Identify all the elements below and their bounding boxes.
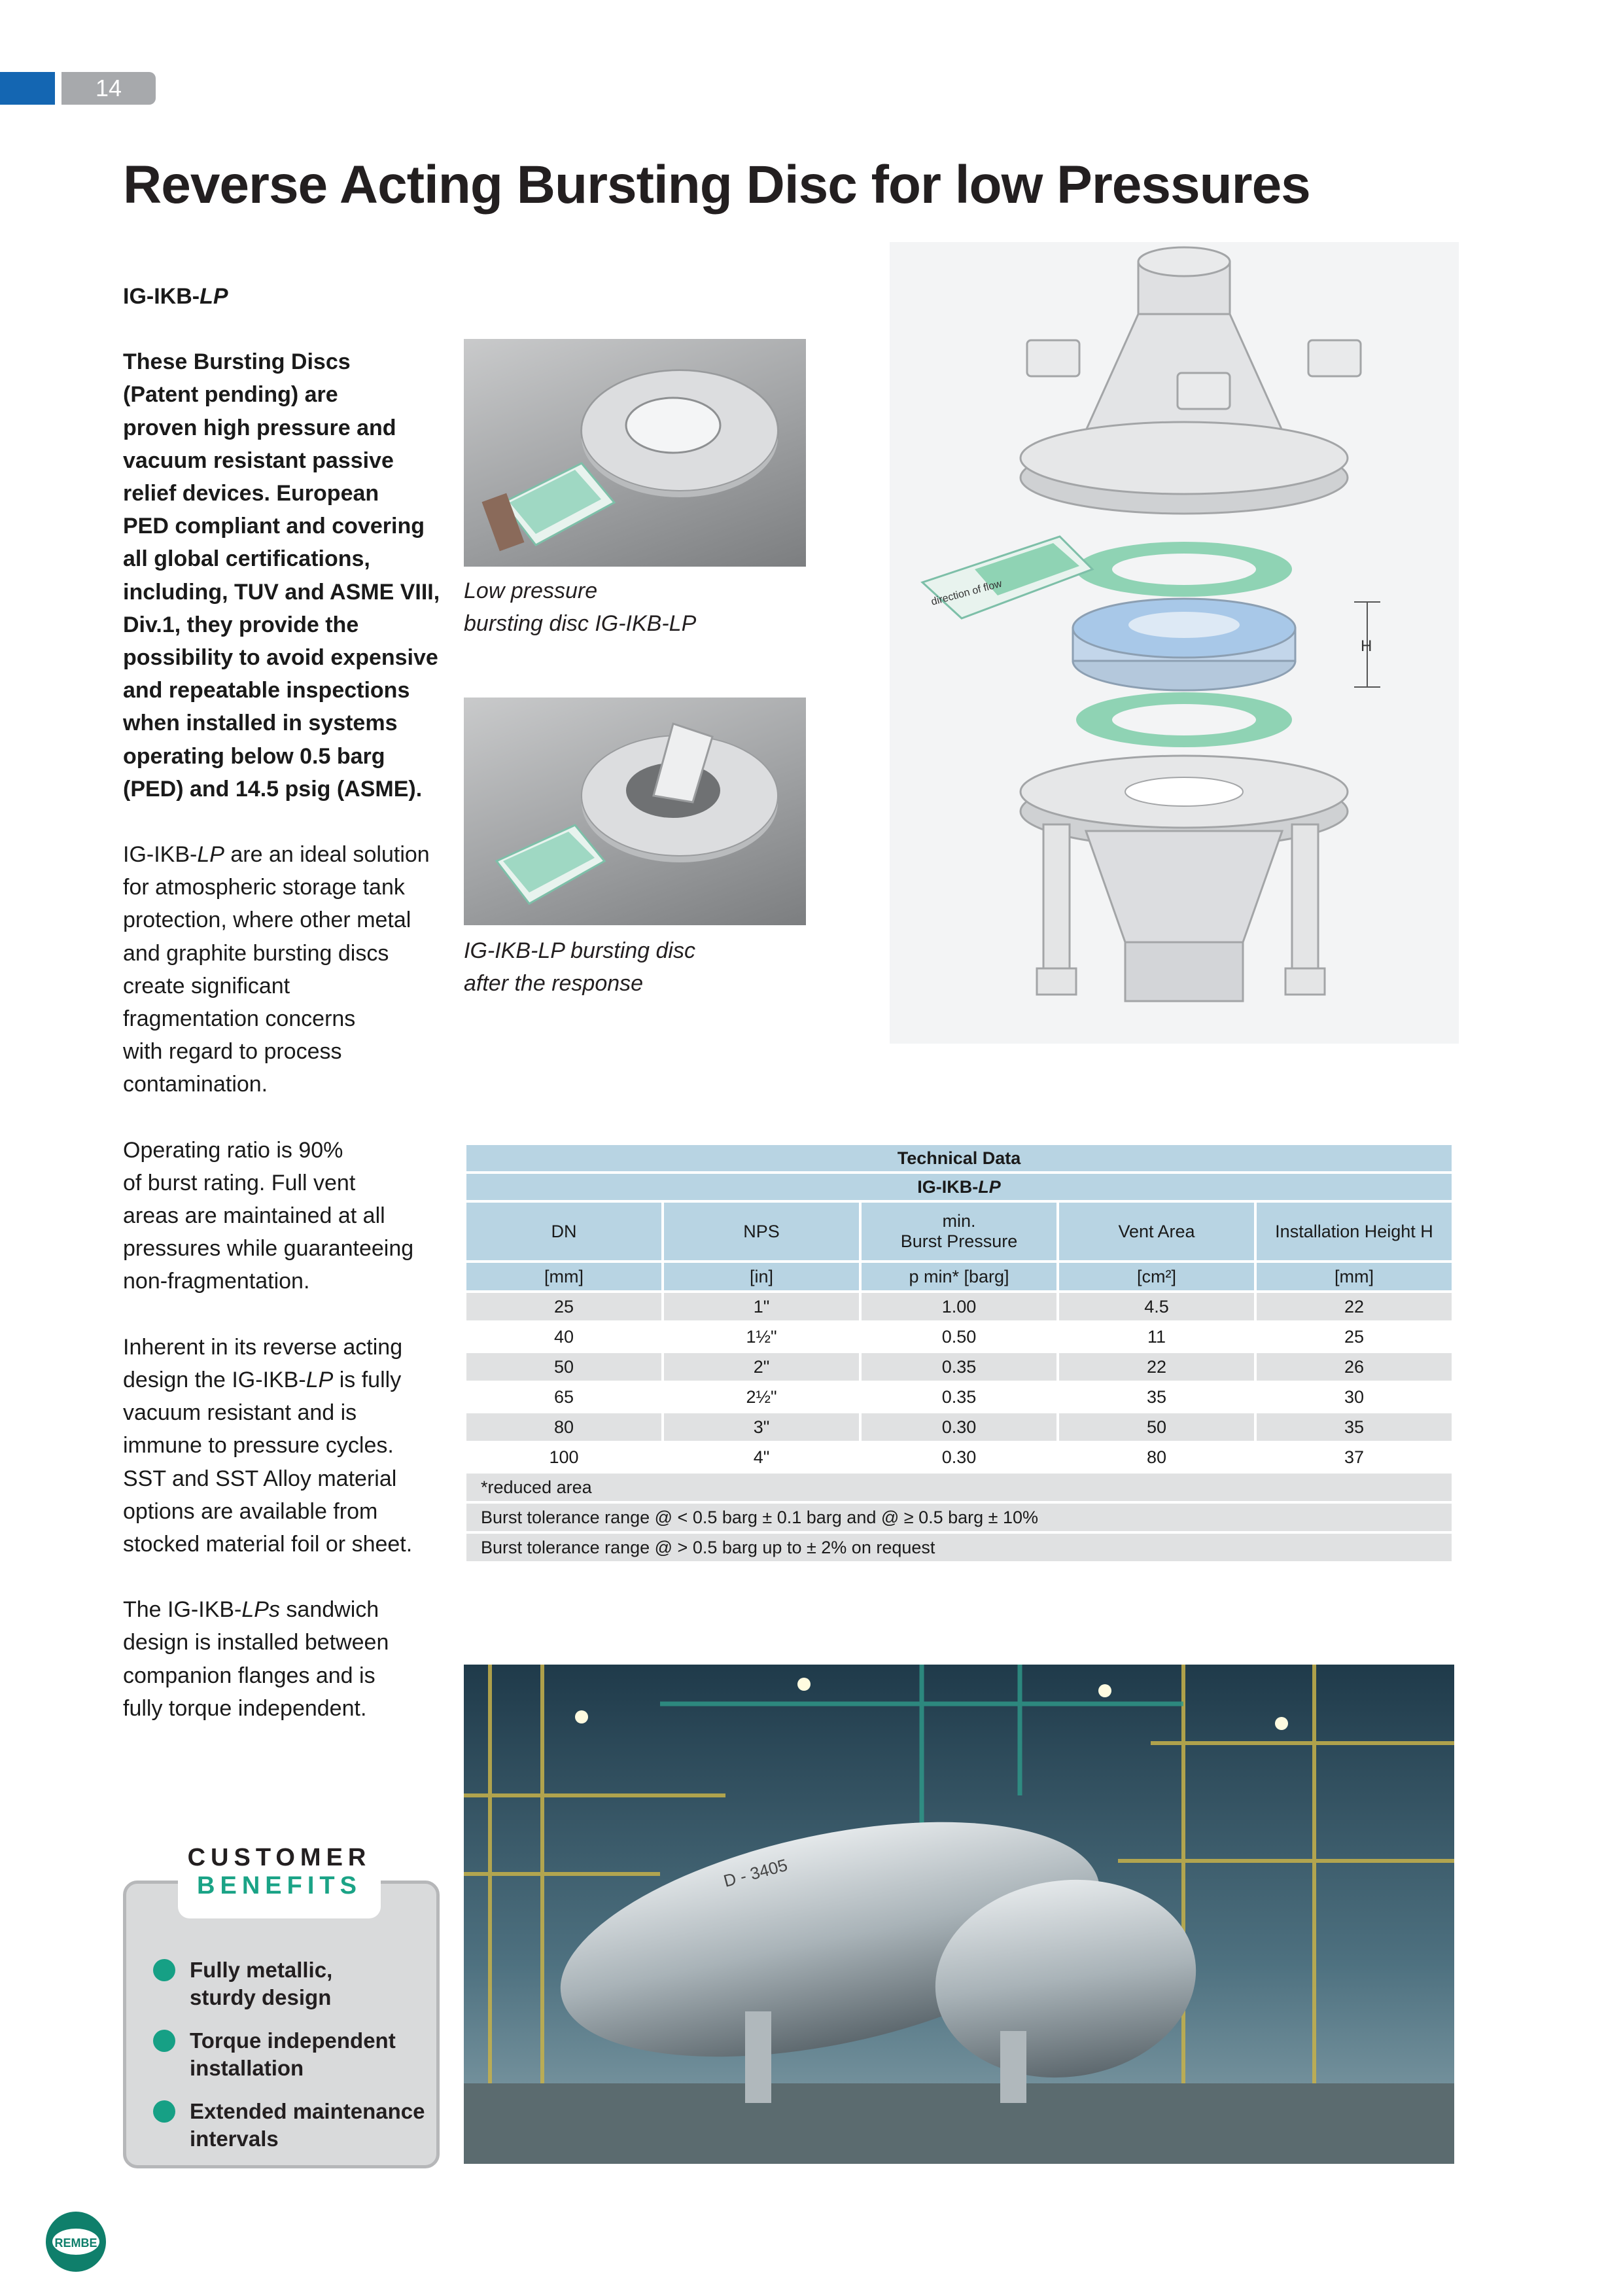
- intro-line: operating below 0.5 barg: [123, 743, 385, 769]
- benefit-3-line-1: Extended maintenance: [190, 2099, 425, 2123]
- table-cell: 30: [1255, 1382, 1453, 1412]
- table-cell: 25: [465, 1292, 663, 1322]
- paragraph-line: with regard to process: [123, 1039, 342, 1065]
- paragraph-line: for atmospheric storage tank: [123, 875, 405, 900]
- col-header-vent-area: Vent Area: [1058, 1201, 1255, 1262]
- paragraph-reverse-acting: [123, 1331, 450, 1561]
- col-header-installation-height: Installation Height H: [1255, 1201, 1453, 1262]
- table-cell: 22: [1255, 1292, 1453, 1322]
- intro-line: proven high pressure and: [123, 415, 396, 440]
- intro-line: possibility to avoid expensive: [123, 645, 438, 671]
- technical-data-table: [464, 1142, 1454, 1564]
- col-header-burst-pressure-line-1: min.: [942, 1211, 976, 1231]
- benefit-3-line-2: intervals: [190, 2127, 279, 2151]
- unit-nps: [in]: [663, 1262, 860, 1292]
- paragraph-line: design is installed between: [123, 1630, 389, 1655]
- bullet-icon: [153, 2030, 175, 2052]
- tank-marking: D - 3405: [721, 1855, 790, 1891]
- paragraph-sandwich-design: [123, 1593, 450, 1725]
- table-cell: 37: [1255, 1442, 1453, 1472]
- benefit-2-line-1: Torque independent: [190, 2028, 396, 2053]
- benefits-title-2: BENEFITS: [197, 1872, 362, 1899]
- intro-line: relief devices. European: [123, 481, 379, 506]
- table-cell: 1": [663, 1292, 860, 1322]
- disc-photo-caption: [464, 574, 696, 640]
- paragraph-line: areas are maintained at all: [123, 1203, 385, 1229]
- table-cell: 4.5: [1058, 1292, 1255, 1322]
- intro-line: PED compliant and covering: [123, 514, 425, 539]
- unit-pressure: p min* [barg]: [860, 1262, 1058, 1292]
- product-code-base: IG-IKB-: [123, 284, 200, 309]
- table-cell: 0.30: [860, 1412, 1058, 1442]
- table-subtitle-base: IG-IKB-: [917, 1176, 979, 1197]
- table-note-tolerance-high: Burst tolerance range @ > 0.5 barg up to ± 2% on request: [465, 1532, 1453, 1563]
- bullet-icon: [153, 1959, 175, 1981]
- after-caption-line-1: IG-IKB-LP bursting disc: [464, 938, 695, 963]
- table-cell: 0.50: [860, 1322, 1058, 1352]
- paragraph-line: protection, where other metal: [123, 908, 411, 933]
- disc-after-response-caption: [464, 934, 695, 1000]
- table-row: [465, 1352, 1453, 1382]
- page-title: Reverse Acting Bursting Disc for low Pressures: [123, 155, 1310, 215]
- paragraph-line: The IG-IKB-LPs sandwich: [123, 1597, 379, 1623]
- table-cell: 1.00: [860, 1292, 1058, 1322]
- intro-line: (Patent pending) are: [123, 382, 338, 408]
- product-code-suffix: LP: [200, 284, 228, 309]
- customer-benefits-heading: [178, 1841, 381, 1918]
- paragraph-line: vacuum resistant and is: [123, 1400, 357, 1426]
- table-cell: 35: [1255, 1412, 1453, 1442]
- bullet-icon: [153, 2100, 175, 2123]
- paragraph-line: Operating ratio is 90%: [123, 1137, 343, 1163]
- paragraph-line: Inherent in its reverse acting: [123, 1334, 403, 1360]
- benefits-title-1: CUSTOMER: [187, 1844, 372, 1871]
- table-subtitle-suffix: LP: [978, 1176, 1001, 1197]
- paragraph-line: options are available from: [123, 1498, 378, 1524]
- intro-line: and repeatable inspections: [123, 678, 410, 703]
- tag-label: direction of flow: [930, 578, 1003, 608]
- col-header-burst-pressure: [860, 1201, 1058, 1262]
- paragraph-line: pressures while guaranteeing: [123, 1236, 414, 1262]
- table-cell: 0.35: [860, 1382, 1058, 1412]
- table-row: [465, 1292, 1453, 1322]
- paragraph-line: immune to pressure cycles.: [123, 1433, 394, 1458]
- paragraph-line: fragmentation concerns: [123, 1006, 356, 1032]
- table-cell: 25: [1255, 1322, 1453, 1352]
- paragraph-line: SST and SST Alloy material: [123, 1466, 397, 1491]
- exploded-assembly-diagram: [890, 242, 1459, 1044]
- header-accent-bar: [0, 72, 55, 105]
- unit-dn: [mm]: [465, 1262, 663, 1292]
- col-header-burst-pressure-line-2: Burst Pressure: [900, 1231, 1018, 1251]
- table-cell: 3": [663, 1412, 860, 1442]
- after-caption-line-2: after the response: [464, 971, 644, 996]
- table-row: [465, 1382, 1453, 1412]
- intro-paragraph: [123, 345, 450, 805]
- table-cell: 0.30: [860, 1442, 1058, 1472]
- table-cell: 35: [1058, 1382, 1255, 1412]
- table-cell: 2": [663, 1352, 860, 1382]
- intro-line: all global certifications,: [123, 546, 370, 572]
- page-number: 14: [61, 72, 156, 105]
- table-cell: 50: [465, 1352, 663, 1382]
- table-cell: 40: [465, 1322, 663, 1352]
- table-cell: 65: [465, 1382, 663, 1412]
- paragraph-applications: [123, 838, 450, 1101]
- logo-text: REMBE: [54, 2236, 97, 2250]
- paragraph-line: IG-IKB-LP are an ideal solution: [123, 842, 430, 868]
- benefit-2-line-2: installation: [190, 2056, 304, 2080]
- table-cell: 0.35: [860, 1352, 1058, 1382]
- left-column: [123, 280, 450, 1757]
- table-cell: 80: [465, 1412, 663, 1442]
- table-cell: 1½": [663, 1322, 860, 1352]
- intro-line: including, TUV and ASME VIII,: [123, 579, 440, 605]
- disc-caption-line-2: bursting disc IG-IKB-LP: [464, 611, 697, 636]
- refinery-plant-photo: [464, 1665, 1454, 2164]
- unit-vent-area: [cm²]: [1058, 1262, 1255, 1292]
- table-row: [465, 1412, 1453, 1442]
- paragraph-line: create significant: [123, 973, 290, 998]
- table-title: Technical Data: [465, 1144, 1453, 1173]
- intro-line: Div.1, they provide the: [123, 612, 359, 637]
- table-cell: 22: [1058, 1352, 1255, 1382]
- table-subtitle: [465, 1173, 1453, 1201]
- company-logo: [44, 2210, 107, 2273]
- table-cell: 26: [1255, 1352, 1453, 1382]
- paragraph-line: contamination.: [123, 1072, 268, 1097]
- product-code: [123, 280, 450, 313]
- benefit-1-line-1: Fully metallic,: [190, 1958, 333, 1982]
- col-header-nps: NPS: [663, 1201, 860, 1262]
- table-note-reduced-area: *reduced area: [465, 1472, 1453, 1502]
- table-cell: 80: [1058, 1442, 1255, 1472]
- benefit-1-line-2: sturdy design: [190, 1985, 332, 2009]
- col-header-dn: DN: [465, 1201, 663, 1262]
- disc-photo: [464, 339, 806, 567]
- intro-line: when installed in systems: [123, 711, 398, 736]
- paragraph-line: companion flanges and is: [123, 1663, 375, 1688]
- dimension-h-label: H: [1361, 637, 1372, 655]
- intro-line: These Bursting Discs: [123, 349, 351, 375]
- unit-height: [mm]: [1255, 1262, 1453, 1292]
- table-body: [465, 1292, 1453, 1472]
- table-row: [465, 1322, 1453, 1352]
- paragraph-line: fully torque independent.: [123, 1695, 367, 1721]
- table-cell: 4": [663, 1442, 860, 1472]
- table-row: [465, 1442, 1453, 1472]
- disc-caption-line-1: Low pressure: [464, 578, 598, 603]
- disc-after-response-photo: [464, 698, 806, 925]
- paragraph-line: and graphite bursting discs: [123, 940, 389, 966]
- table-cell: 11: [1058, 1322, 1255, 1352]
- paragraph-line: design the IG-IKB-LP is fully: [123, 1367, 402, 1392]
- table-cell: 100: [465, 1442, 663, 1472]
- table-cell: 50: [1058, 1412, 1255, 1442]
- intro-line: vacuum resistant passive: [123, 448, 394, 473]
- paragraph-line: of burst rating. Full vent: [123, 1170, 356, 1195]
- table-note-tolerance-low: Burst tolerance range @ < 0.5 barg ± 0.1 barg and @ ≥ 0.5 barg ± 10%: [465, 1502, 1453, 1532]
- intro-line: (PED) and 14.5 psig (ASME).: [123, 776, 423, 802]
- paragraph-line: stocked material foil or sheet.: [123, 1531, 413, 1557]
- paragraph-line: non-fragmentation.: [123, 1269, 310, 1294]
- paragraph-operating-ratio: [123, 1134, 450, 1298]
- table-cell: 2½": [663, 1382, 860, 1412]
